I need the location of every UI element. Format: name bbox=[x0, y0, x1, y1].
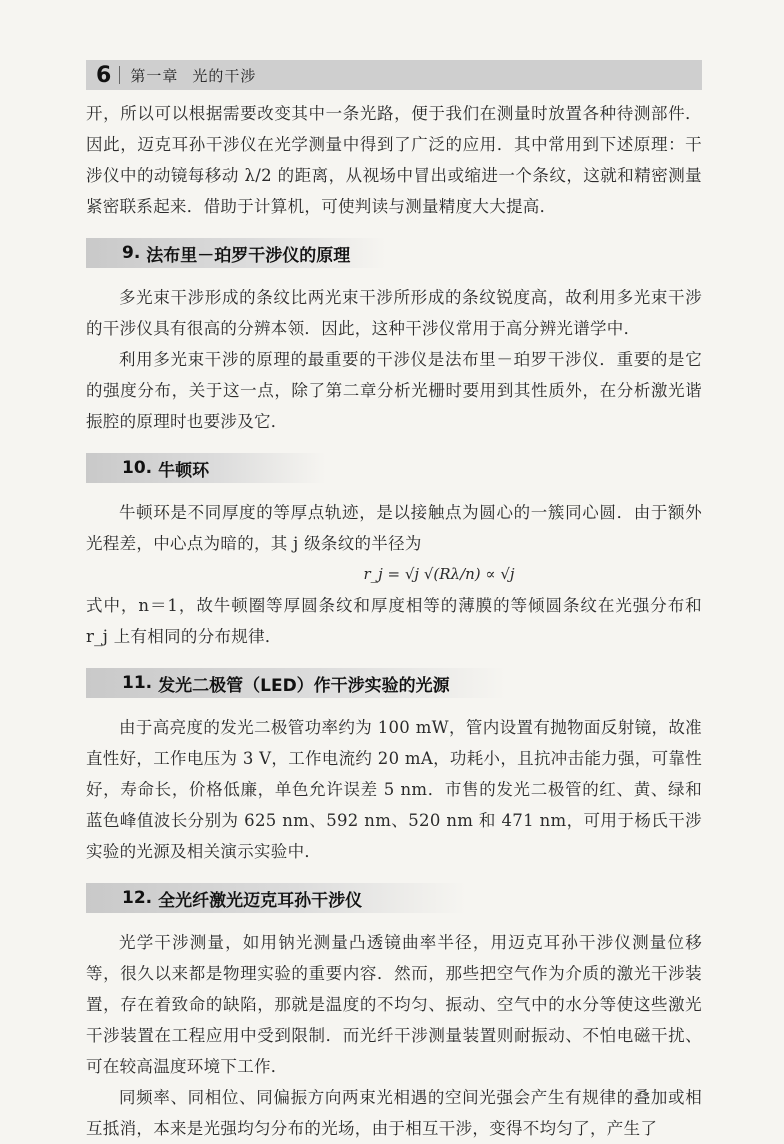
chapter-number: 第一章 bbox=[130, 66, 179, 85]
section-10-paragraph-2: 式中，n＝1，故牛顿圈等厚圆条纹和厚度相等的薄膜的等倾圆条纹在光强分布和 r_j 上有相同的分布规律． bbox=[86, 596, 702, 646]
section-heading-12 bbox=[86, 883, 466, 913]
header-chapter-label bbox=[130, 65, 256, 86]
chapter-title: 光的干涉 bbox=[192, 66, 257, 85]
section-10-paragraph-1: 牛顿环是不同厚度的等厚点轨迹，是以接触点为圆心的一簇同心圆．由于额外光程差，中心点为暗的，其 j 级条纹的半径为 bbox=[86, 503, 702, 553]
section-title: 发光二极管（LED）作干涉实验的光源 bbox=[158, 675, 450, 696]
section-title: 法布里－珀罗干涉仪的原理 bbox=[146, 245, 351, 266]
section-number: 10. bbox=[122, 458, 153, 478]
header-divider bbox=[119, 66, 120, 84]
section-12-paragraph-2: 同频率、同相位、同偏振方向两束光相遇的空间光强会产生有规律的叠加或相互抵消，本来是光强均匀分布的光场，由于相互干涉，变得不均匀了，产生了 bbox=[86, 1088, 702, 1138]
section-number: 11. bbox=[122, 673, 153, 693]
newton-ring-radius-formula: r_j = √j √(Rλ/n) ∝ √j bbox=[363, 565, 515, 583]
page-number: 6 bbox=[96, 62, 112, 88]
section-9-paragraph-2: 利用多光束干涉的原理的最重要的干涉仪是法布里－珀罗干涉仪．重要的是它的强度分布，关于这一点，除了第二章分析光栅时要用到其性质外，在分析激光谐振腔的原理时也要涉及它． bbox=[86, 350, 702, 431]
section-title: 全光纤激光迈克耳孙干涉仪 bbox=[158, 890, 363, 911]
page-body bbox=[86, 98, 702, 1144]
section-number: 9. bbox=[122, 243, 141, 263]
intro-paragraph: 开，所以可以根据需要改变其中一条光路，便于我们在测量时放置各种待测部件．因此，迈克耳孙干涉仪在光学测量中得到了广泛的应用．其中常用到下述原理：干涉仪中的动镜每移动 λ/2 的距离，从视场中冒出或缩进一个条纹，这就和精密测量紧密联系起来．借助于计算机，可使判读与测量精度大大提高． bbox=[86, 104, 702, 216]
section-heading-10 bbox=[86, 453, 326, 483]
section-title: 牛顿环 bbox=[158, 460, 210, 481]
section-11-paragraph: 由于高亮度的发光二极管功率约为 100 mW，管内设置有抛物面反射镜，故准直性好，工作电压为 3 V，工作电流约 20 mA，功耗小，且抗冲击能力强，可靠性好，寿命长，价格低廉，单色允许误差 5 nm．市售的发光二极管的红、黄、绿和蓝色峰值波长分别为 625 nm、592 nm、520 nm 和 471 nm，可用于杨氏干涉实验的光源及相关演示实验中． bbox=[86, 718, 702, 861]
section-9-paragraph-1: 多光束干涉形成的条纹比两光束干涉所形成的条纹锐度高，故利用多光束干涉的干涉仪具有很高的分辨本领．因此，这种干涉仪常用于高分辨光谱学中． bbox=[86, 288, 702, 338]
section-heading-9 bbox=[86, 238, 386, 268]
section-12-paragraph-1: 光学干涉测量，如用钠光测量凸透镜曲率半径，用迈克耳孙干涉仪测量位移等，很久以来都是物理实验的重要内容．然而，那些把空气作为介质的激光干涉装置，存在着致命的缺陷，那就是温度的不均匀、振动、空气中的水分等使这些激光干涉装置在工程应用中受到限制．而光纤干涉测量装置则耐振动、不怕电磁干扰、可在较高温度环境下工作． bbox=[86, 933, 702, 1076]
section-heading-11 bbox=[86, 668, 506, 698]
section-number: 12. bbox=[122, 888, 153, 908]
running-header bbox=[86, 60, 702, 90]
